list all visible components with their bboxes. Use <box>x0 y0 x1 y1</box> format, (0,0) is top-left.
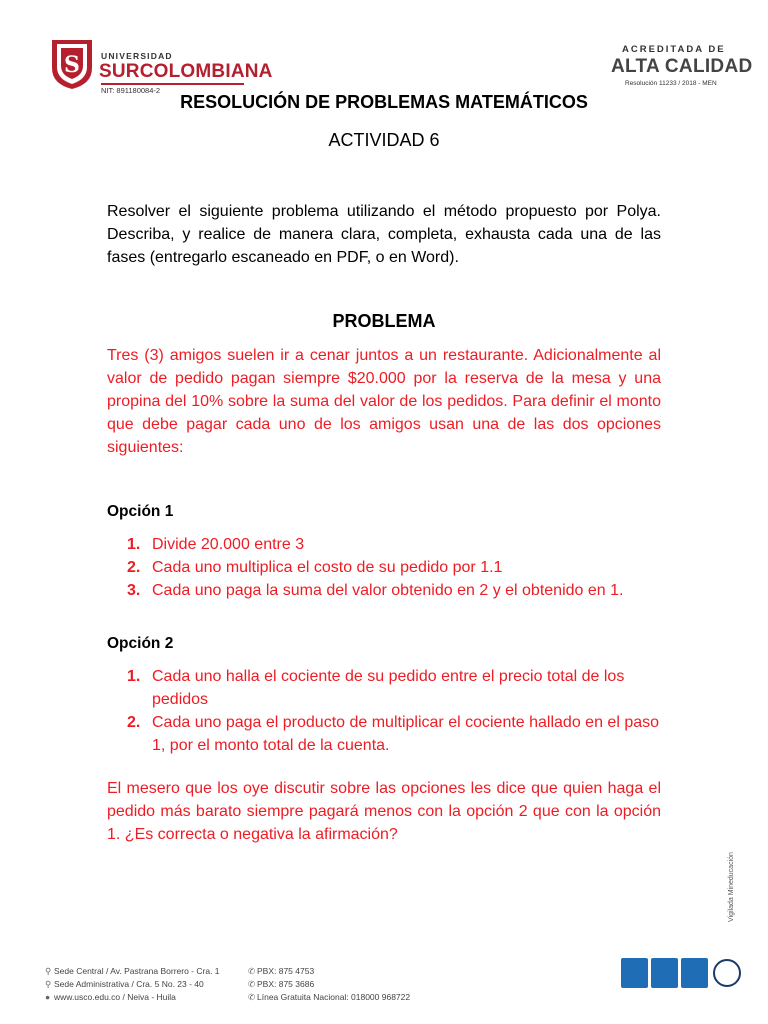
accreditation-label: ACREDITADA DE <box>622 44 726 55</box>
list-item-text: Divide 20.000 entre 3 <box>152 536 305 553</box>
certification-badge <box>681 958 708 988</box>
option-2-heading: Opción 2 <box>107 635 174 652</box>
option-1-list <box>127 533 662 602</box>
list-item <box>127 579 662 602</box>
list-item <box>127 556 662 579</box>
list-item-text: Cada uno paga la suma del valor obtenido en 2 y el obtenido en 1. <box>152 582 624 599</box>
university-name: SURCOLOMBIANA <box>99 61 273 82</box>
nit-number: NIT: 891180084-2 <box>101 86 161 95</box>
list-item-text: Cada uno halla el cociente de su pedido entre el precio total de los pedidos <box>152 668 625 708</box>
list-item <box>127 711 662 757</box>
vigilada-text: Vigilada Mineducación <box>728 852 735 922</box>
iqnet-seal-icon <box>713 959 741 987</box>
list-item-number: 2. <box>127 714 141 731</box>
list-item <box>127 665 662 711</box>
list-item-text: Cada uno multiplica el costo de su pedido por 1.1 <box>152 559 503 576</box>
vigilada-mineducacion-label <box>728 842 742 922</box>
option-1-heading: Opción 1 <box>107 503 174 520</box>
certification-badge <box>651 958 678 988</box>
instructions-paragraph: Resolver el siguiente problema utilizando el método propuesto por Polya. Describa, y realice de manera clara, completa, exhausta cada una de las fases (entregarlo escaneado en PDF, o en Word). <box>107 203 661 266</box>
problem-heading: PROBLEMA <box>332 311 436 331</box>
pbx-2-text: PBX: 875 3686 <box>257 979 315 989</box>
location-pin-icon: ⚲ <box>45 966 52 976</box>
university-shield-logo <box>50 38 94 90</box>
footer-sede-administrativa <box>45 979 204 990</box>
option-2-list <box>127 665 662 757</box>
list-item-number: 1. <box>127 668 141 685</box>
university-label-small: UNIVERSIDAD <box>101 51 173 61</box>
list-item-number: 2. <box>127 559 141 576</box>
closing-question: El mesero que los oye discutir sobre las opciones les dice que quien haga el pedido más barato siempre pagará menos con la opción 2 que con la opción 1. ¿Es correcta o negativa la afirmación? <box>107 780 661 843</box>
footer-website <box>45 992 176 1002</box>
footer-sede-central <box>45 966 220 977</box>
footer-pbx-2 <box>248 979 314 990</box>
svg-text:S: S <box>64 52 80 78</box>
accreditation-title: ALTA CALIDAD <box>611 56 753 77</box>
university-name-underline <box>101 83 244 85</box>
globe-icon: ● <box>45 992 51 1002</box>
document-title: RESOLUCIÓN DE PROBLEMAS MATEMÁTICOS <box>180 92 588 112</box>
location-pin-icon: ⚲ <box>45 979 52 989</box>
phone-icon: ✆ <box>248 992 256 1002</box>
list-item <box>127 533 662 556</box>
certification-badge <box>621 958 648 988</box>
pbx-1-text: PBX: 875 4753 <box>257 966 315 976</box>
document-subtitle: ACTIVIDAD 6 <box>328 130 440 150</box>
phone-icon: ✆ <box>248 966 256 976</box>
list-item-number: 1. <box>127 536 141 553</box>
sede-central-text: Sede Central / Av. Pastrana Borrero - Cra. 1 <box>54 966 220 976</box>
list-item-text: Cada uno paga el producto de multiplicar el cociente hallado en el paso 1, por el monto total de la cuenta. <box>152 714 660 754</box>
toll-free-text: Línea Gratuita Nacional: 018000 968722 <box>257 992 411 1002</box>
sede-admin-text: Sede Administrativa / Cra. 5 No. 23 - 40 <box>54 979 204 989</box>
phone-icon: ✆ <box>248 979 256 989</box>
problem-statement: Tres (3) amigos suelen ir a cenar juntos a un restaurante. Adicionalmente al valor de pedido pagan siempre $20.000 por la reserva de la mesa y una propina del 10% sobre la suma del valor de los pedidos. Para definir el monto que debe pagar cada uno de los amigos usan una de las dos opciones siguientes: <box>107 347 661 456</box>
footer-toll-free <box>248 992 410 1003</box>
list-item-number: 3. <box>127 582 141 599</box>
website-text: www.usco.edu.co / Neiva - Huila <box>54 992 176 1002</box>
accreditation-resolution: Resolución 11233 / 2018 - MEN <box>625 80 717 87</box>
footer-pbx-1 <box>248 966 314 977</box>
